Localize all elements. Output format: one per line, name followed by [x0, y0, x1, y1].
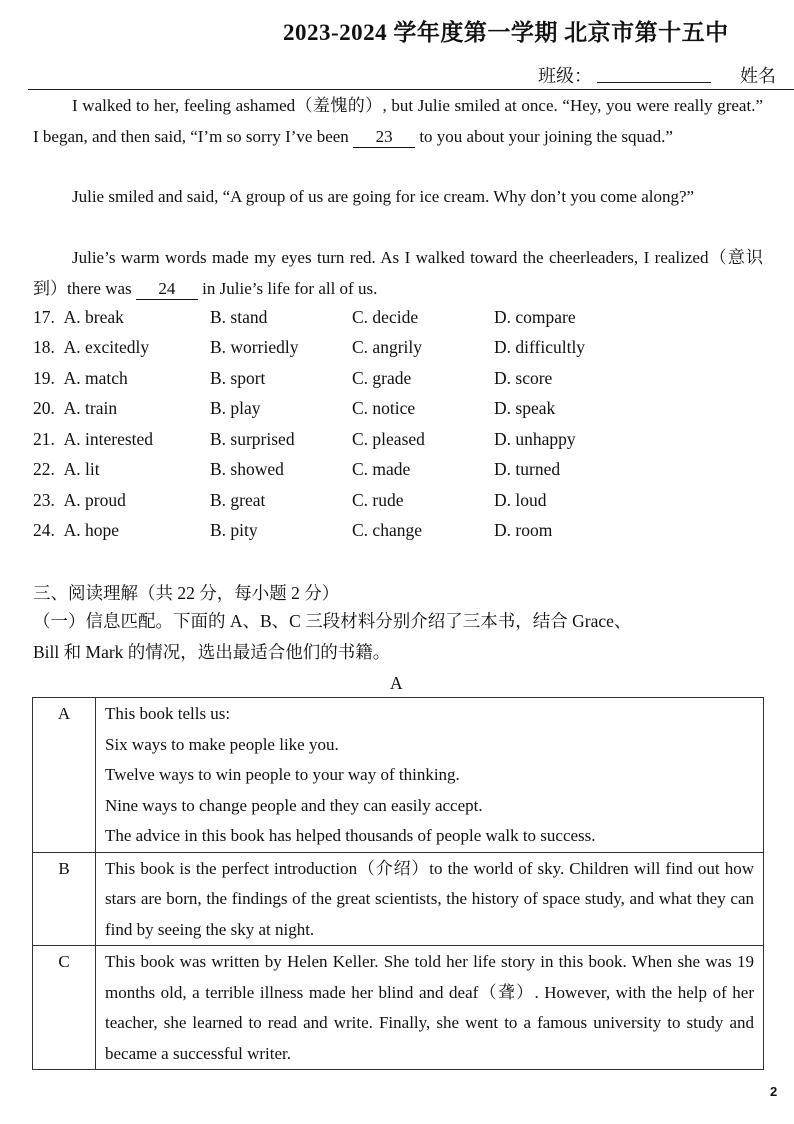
option-d: D. compare: [494, 307, 576, 327]
passage-paragraph-1: [33, 91, 763, 152]
option-b: B. play: [210, 398, 261, 418]
option-a-text: A. train: [63, 398, 118, 418]
option-b: B. worriedly: [210, 337, 299, 357]
book-b-description: This book is the perfect introduction（介绍）to the world of sky. Children will find out how stars are born, the findings of the great scientists, the history of space study, and what they can find by seeing the sky at night.: [96, 852, 764, 946]
option-c: C. notice: [352, 398, 416, 418]
book-line: This book tells us:: [105, 704, 231, 723]
passage-text: to you about your joining the squad.”: [415, 126, 673, 146]
option-b: B. showed: [210, 459, 284, 479]
table-row: [33, 698, 764, 853]
option-d: D. difficultly: [494, 337, 586, 357]
option-a: [33, 490, 126, 511]
option-a: [33, 337, 149, 358]
option-b: B. great: [210, 490, 266, 510]
option-a: [33, 398, 117, 419]
option-a: [33, 520, 119, 541]
option-c: C. grade: [352, 368, 412, 388]
class-blank-line: [597, 82, 711, 83]
question-number: 23.: [33, 490, 55, 510]
passage-text: Julie’s warm words made my eyes turn red. As I walked toward the cheerleaders, I realized（意识到）there was: [33, 248, 763, 298]
question-number: 21.: [33, 429, 55, 449]
option-d: D. unhappy: [494, 429, 576, 449]
option-b: B. surprised: [210, 429, 295, 449]
book-line: Nine ways to change people and they can easily accept.: [105, 795, 483, 815]
header-divider: [28, 89, 794, 90]
option-a-text: A. hope: [63, 520, 120, 540]
option-c: C. decide: [352, 307, 419, 327]
question-number: 20.: [33, 398, 55, 418]
book-letter: B: [33, 852, 96, 946]
blank-24: 24: [136, 279, 198, 300]
section-instructions-line-1: （一）信息匹配。下面的 A、B、C 三段材料分别介绍了三本书，结合 Grace、: [33, 611, 632, 631]
section-title: 三、阅读理解（共 22 分，每小题 2 分）: [33, 583, 340, 603]
option-b: B. stand: [210, 307, 268, 327]
option-a: [33, 368, 128, 389]
option-a-text: A. excitedly: [63, 337, 150, 357]
section-instructions-line-2: Bill 和 Mark 的情况，选出最适合他们的书籍。: [33, 642, 391, 662]
page-number: 2: [770, 1084, 778, 1099]
option-a: [33, 459, 100, 480]
option-d: D. turned: [494, 459, 561, 479]
option-b: B. pity: [210, 520, 258, 540]
option-a-text: A. proud: [63, 490, 126, 510]
option-c: C. change: [352, 520, 422, 540]
book-line: Six ways to make people like you.: [105, 734, 339, 754]
book-a-description: [96, 698, 764, 853]
option-d: D. loud: [494, 490, 547, 510]
table-row: [33, 852, 764, 946]
option-a-text: A. lit: [63, 459, 100, 479]
option-c: C. made: [352, 459, 411, 479]
option-a-text: A. interested: [63, 429, 154, 449]
name-label: 姓名: [740, 66, 776, 86]
passage-paragraph-2: Julie smiled and said, “A group of us are going for ice cream. Why don’t you come along?”: [72, 187, 695, 206]
option-d: D. score: [494, 368, 553, 388]
book-line: Twelve ways to win people to your way of thinking.: [105, 765, 460, 784]
table-caption: A: [390, 673, 403, 693]
passage-paragraph-3: [33, 243, 763, 304]
question-number: 24.: [33, 520, 55, 540]
question-number: 17.: [33, 307, 55, 327]
option-a: [33, 307, 124, 328]
book-line: The advice in this book has helped thousands of people walk to success.: [105, 826, 596, 845]
class-label: 班级：: [538, 66, 592, 86]
table-row: [33, 946, 764, 1070]
option-c: C. pleased: [352, 429, 425, 449]
blank-23: 23: [353, 127, 415, 148]
question-number: 18.: [33, 337, 55, 357]
option-c: C. angrily: [352, 337, 422, 357]
option-c: C. rude: [352, 490, 404, 510]
books-table: [32, 697, 764, 1070]
book-letter: A: [33, 698, 96, 853]
question-number: 19.: [33, 368, 55, 388]
option-d: D. room: [494, 520, 553, 540]
exam-title: 2023-2024 学年度第一学期 北京市第十五中: [283, 20, 729, 45]
passage-text: in Julie’s life for all of us.: [197, 278, 378, 298]
question-number: 22.: [33, 459, 55, 479]
option-a-text: A. match: [63, 368, 128, 388]
option-a-text: A. break: [63, 307, 124, 327]
option-b: B. sport: [210, 368, 266, 388]
option-d: D. speak: [494, 398, 556, 418]
option-a: [33, 429, 153, 450]
passage-text: I walked to her, feeling ashamed（羞愧的）, but Julie smiled at once. “Hey, you were really great.” I began, and then said, “I’m so sorry I’ve been: [33, 96, 763, 146]
book-c-description: This book was written by Helen Keller. She told her life story in this book. When she was 19 months old, a terrible illness made her blind and deaf（聋）. However, with the help of her teacher, she learned to read and write. Finally, she went to a famous university to study and became a successful writer.: [96, 946, 764, 1070]
book-letter: C: [33, 946, 96, 1070]
